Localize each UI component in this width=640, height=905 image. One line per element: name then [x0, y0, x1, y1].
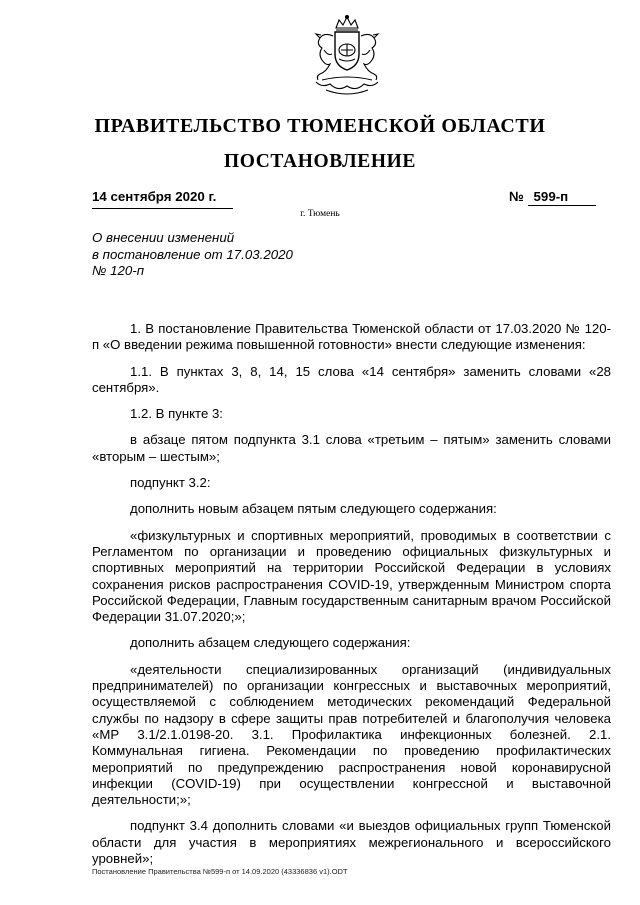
body-paragraph: «физкультурных и спортивных мероприятий, проводимых в соответствии с Регламентом по организации и проведению официальных физкультурных и спортивных мероприятий на территории Российской Федерации в условиях сохранения рисков распространения COVID-19, утвержденным Министром спорта Российской Федерации, Главным государственным санитарным врачом Российской Федерации 31.07.2020;»;: [92, 527, 611, 625]
body-paragraph: 1. В постановление Правительства Тюменской области от 17.03.2020 № 120-п «О введении режима повышенной готовности» внести следующие изменения:: [92, 321, 611, 353]
body-paragraph: дополнить абзацем следующего содержания:: [130, 635, 411, 651]
document-number: [509, 188, 604, 208]
subject-line: в постановление от 17.03.2020: [92, 246, 293, 262]
document-subject: [92, 230, 352, 280]
number-value: 599-п: [528, 188, 596, 206]
city-label: г. Тюмень: [300, 209, 340, 219]
organization-title: ПРАВИТЕЛЬСТВО ТЮМЕНСКОЙ ОБЛАСТИ: [94, 115, 546, 137]
body-paragraph: в абзаце пятом подпункта 3.1 слова «третьим – пятым» заменить словами «вторым – шестым»;: [92, 432, 611, 464]
body-paragraph: подпункт 3.2:: [130, 475, 211, 491]
document-type-heading: ПОСТАНОВЛЕНИЕ: [223, 151, 417, 172]
document-date: 14 сентября 2020 г.: [92, 188, 233, 209]
subject-line: № 120-п: [92, 263, 145, 278]
number-prefix: №: [509, 189, 524, 204]
body-paragraph: дополнить новым абзацем пятым следующего содержания:: [130, 501, 497, 517]
body-paragraph: «деятельности специализированных организаций (индивидуальных предпринимателей) по организации конгрессных и выставочных мероприятий, осуществляемой с соблюдением методических рекомендаций Федеральной службы по надзору в сфере защиты прав потребителей и благополучия человека «МР 3.1/2.1.0198-20. 3.1. Профилактика инфекционных болезней. 2.1. Коммунальная гигиена. Рекомендации по проведению профилактических мероприятий по предупреждению распространения новой коронавирусной инфекции (COVID-19) при осуществлении конгрессной и выставочной деятельности;»;: [92, 661, 611, 808]
body-paragraph: 1.2. В пункте 3:: [130, 406, 223, 422]
document-footer: Постановление Правительства №599-п от 14.09.2020 (43336836 v1).ODT: [92, 867, 348, 876]
body-paragraph: 1.1. В пунктах 3, 8, 14, 15 слова «14 сентября» заменить словами «28 сентября».: [92, 363, 611, 395]
subject-line: О внесении изменений: [92, 230, 235, 245]
document-body: [92, 321, 611, 877]
body-paragraph: подпункт 3.4 дополнить словами «и выездов официальных групп Тюменской области для участия в мероприятиях межрегионального и всероссийского уровней»;: [92, 818, 611, 867]
coat-of-arms-icon: [306, 14, 388, 98]
